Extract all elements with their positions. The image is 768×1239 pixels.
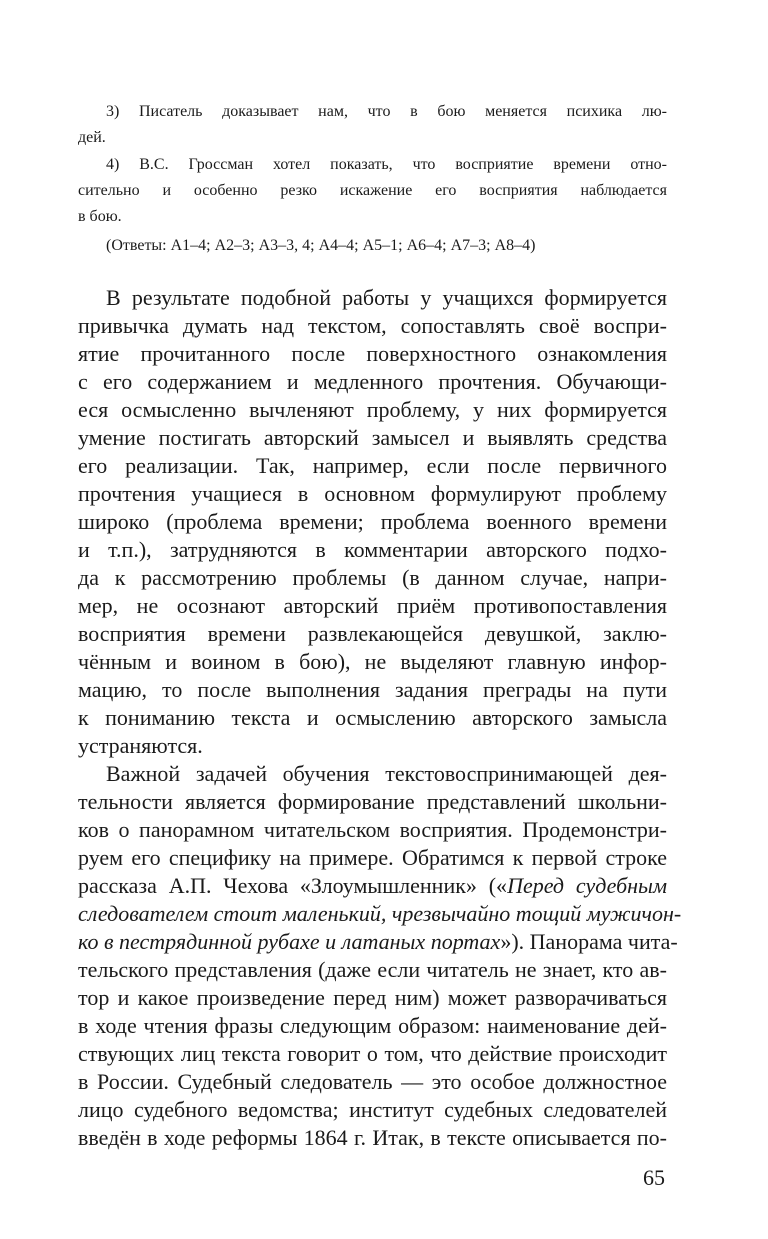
option-4-line-3: в бою. [78, 208, 122, 225]
para2-line: тор и какое произведение перед ним) может разворачиваться [78, 985, 667, 1010]
para2-line: Важной задачей обучения текстовоспринимающей дея- [106, 761, 667, 786]
option-3-line-1: 3) Писатель доказывает нам, что в бою меняется психика лю- [106, 103, 667, 120]
para2-line [78, 929, 678, 955]
para2-line: тельского представления (даже если читатель не знает, кто ав- [78, 957, 667, 982]
answers-line: (Ответы: А1–4; А2–3; А3–3, 4; А4–4; А5–1; А6–4; А7–3; А8–4) [106, 237, 536, 254]
para1-line: еся осмысленно вычленяют проблему, у них формируется [78, 397, 667, 422]
para1-line: привычка думать над текстом, сопоставлять своё воспри- [78, 313, 667, 338]
para2-line: лицо судебного ведомства; институт судебных следователей [78, 1097, 667, 1122]
option-4-line-1: 4) В.С. Гроссман хотел показать, что восприятие времени отно- [106, 156, 667, 173]
para1-line: чённым и воином в бою), не выделяют главную инфор- [78, 649, 667, 674]
para1-line: да к рассмотрению проблемы (в данном случае, напри- [78, 565, 667, 590]
para2-line: в России. Судебный следователь — это особое должностное [78, 1069, 667, 1094]
para1-line: прочтения учащиеся в основном формулируют проблему [78, 481, 667, 506]
para1-line: ятие прочитанного после поверхностного ознакомления [78, 341, 667, 366]
para1-line: умение постигать авторский замысел и выявлять средства [78, 425, 667, 450]
option-4-line-2: сительно и особенно резко искажение его восприятия наблюдается [78, 182, 667, 199]
para1-line: к пониманию текста и осмыслению авторского замысла [78, 705, 667, 730]
para2-line: введён в ходе реформы 1864 г. Итак, в тексте описывается по- [78, 1125, 667, 1150]
para1-line: В результате подобной работы у учащихся формируется [106, 285, 667, 310]
para1-line: восприятия времени развлекающейся девушкой, заклю- [78, 621, 667, 646]
quote-italic: ко в пестрядинной рубахе и латаных портах [78, 929, 501, 954]
quote-italic: Перед судебным [507, 873, 667, 898]
para2-line: тельности является формирование представлений школьни- [78, 789, 667, 814]
para2-text: »). Панорама чита- [500, 929, 678, 954]
para2-line: в ходе чтения фразы следующим образом: наименование дей- [78, 1013, 667, 1038]
para2-line [78, 873, 667, 899]
para2-line: ствующих лиц текста говорит о том, что действие происходит [78, 1041, 667, 1066]
para1-line: устраняются. [78, 733, 203, 758]
para1-line: широко (проблема времени; проблема военного времени [78, 509, 667, 534]
para2-line: руем его специфику на примере. Обратимся к первой строке [78, 845, 667, 870]
para2-line [78, 901, 682, 927]
para1-line: с его содержанием и медленного прочтения. Обучающи- [78, 369, 667, 394]
para2-line: ков о панорамном читательском восприятия. Продемонстри- [78, 817, 667, 842]
option-3-line-2: дей. [78, 129, 106, 146]
para2-text: рассказа А.П. Чехова «Злоумышленник» (« [78, 873, 508, 898]
quote-italic: следователем стоит маленький, чрезвычайно тощий мужичон- [78, 901, 682, 926]
para1-line: его реализации. Так, например, если после первичного [78, 453, 667, 478]
para1-line: и т.п.), затрудняются в комментарии авторского подхо- [78, 537, 667, 562]
para1-line: мацию, то после выполнения задания преграды на пути [78, 677, 667, 702]
para1-line: мер, не осознают авторский приём противопоставления [78, 593, 667, 618]
page-number: 65 [643, 1165, 665, 1190]
